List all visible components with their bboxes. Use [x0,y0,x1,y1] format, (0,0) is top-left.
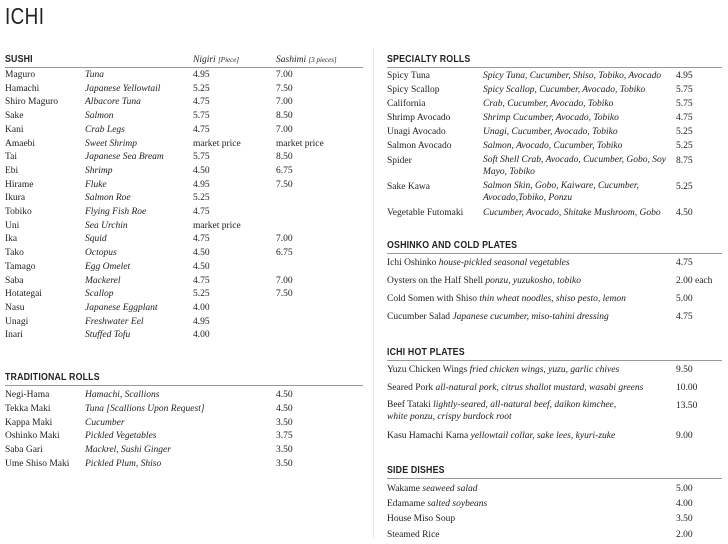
nigiri-price: 5.25 [193,193,210,204]
item-description: Unagi, Cucumber, Avocado, Tobiko [483,127,618,137]
sushi-row [5,110,363,123]
roll-row [5,444,363,457]
hot-rule [387,360,722,361]
sashimi-price: 8.50 [276,111,293,122]
specialty-heading: SPECIALTY ROLLS [387,54,471,65]
nigiri-price: 4.50 [193,165,210,176]
item-description: Tuna [Scallions Upon Request] [85,403,205,414]
item-description: Salmon Roe [85,193,131,204]
oshinko-row [387,293,722,306]
item-description: Cucumber, Avocado, Shitake Mushroom, Gobo [483,208,661,218]
item-price: 4.50 [676,208,693,218]
traditional-heading: TRADITIONAL ROLLS [5,372,100,383]
item-name: Tako [5,248,24,259]
item-name: Kani [5,124,24,135]
item-name: Maguro [5,70,36,80]
item-description: Salmon Skin, Gobo, Kaiware, Cucumber, Avocado,Tobiko, Ponzu [483,181,639,203]
item-price: 4.75 [676,113,693,123]
item-name: Salmon Avocado [387,141,452,151]
item-name: Unagi Avocado [387,127,446,137]
specialty-row [387,181,722,203]
specialty-row [387,207,722,220]
item-name: Unagi [5,316,29,327]
item-name: House Miso Soup [387,514,456,524]
roll-row [5,458,363,471]
item-description: Egg Omelet [85,261,131,272]
item-name: Spider [387,156,412,166]
oshinko-heading: OSHINKO AND COLD PLATES [387,240,518,251]
sushi-row [5,329,363,342]
specialty-row [387,140,722,153]
sushi-row [5,220,363,233]
sashimi-price: 7.00 [276,97,293,108]
item-name: Uni [5,220,20,231]
specialty-rule [387,67,722,68]
nigiri-price: 5.75 [193,111,210,122]
item-price: 5.25 [676,127,693,137]
item-line [387,311,609,324]
item-description: Sweet Shrimp [85,138,137,149]
item-name: Saba Gari [5,445,43,456]
item-name: Kasu Hamachi Kama [387,431,469,441]
item-line [387,257,570,270]
item-name: Shrimp Avocado [387,113,451,123]
item-description: fried chicken wings, yuzu, garlic chives [469,365,620,375]
item-line [387,382,643,395]
item-description: all-natural pork, citrus shallot mustard, wasabi greens [435,383,644,393]
item-price: 2.00 each [676,276,713,286]
sushi-row [5,69,363,82]
sushi-row [5,96,363,109]
specialty-row [387,98,722,111]
sashimi-price: 6.75 [276,248,293,259]
sushi-row [5,124,363,137]
side-row [387,498,722,511]
sushi-row [5,138,363,151]
item-name: Inari [5,330,23,341]
item-name: Hamachi [5,83,40,94]
item-description: Soft Shell Crab, Avocado, Cucumber, Gobo, Soy Mayo, Tobiko [483,155,666,177]
oshinko-rule [387,253,722,254]
item-line [387,483,478,496]
item-name: Wakame [387,484,420,494]
item-description: Stuffed Tofu [85,330,131,341]
item-price: 4.00 [676,499,693,509]
item-name: Tai [5,152,17,163]
item-name: Yuzu Chicken Wings [387,365,468,375]
item-description: lightly-seared, all-natural beef, daikon kimchee, white ponzu, crispy burdock root [387,400,617,422]
item-description: Japanese cucumber, miso-tahini dressing [452,312,609,322]
item-price: 5.00 [676,484,693,494]
item-description: yellowtail collar, sake lees, kyuri-zuke [470,431,616,441]
item-description: seaweed salad [422,484,478,494]
hot-heading: ICHI HOT PLATES [387,347,465,358]
item-price: 4.75 [676,258,693,268]
item-name: Amaebi [5,138,36,149]
sushi-row [5,261,363,274]
menu-title: ICHI [5,3,45,29]
item-name: Ebi [5,165,19,176]
item-description: Mackerel [85,275,121,286]
item-name: Ikura [5,193,26,204]
item-name: Oshinko Maki [5,431,60,442]
item-price: 2.00 [676,530,693,540]
item-description: ponzu, yuzukosho, tobiko [485,276,581,286]
side-row [387,513,722,526]
column-divider [373,48,374,538]
item-description: Shrimp Cucumber, Avocado, Tobiko [483,113,619,123]
item-name: Spicy Tuna [387,71,431,81]
sushi-rule [5,67,363,68]
item-price: 5.75 [676,85,693,95]
nigiri-price: 4.75 [193,207,210,217]
nigiri-header: Nigiri [Piece] [193,55,240,65]
sashimi-price: 7.00 [276,124,293,135]
item-name: Steamed Rice [387,530,440,540]
item-description: Fluke [85,179,107,190]
item-line [387,364,619,377]
sashimi-price: 6.75 [276,165,293,176]
item-name: Tekka Maki [5,403,51,414]
item-description: Shrimp [85,165,113,176]
sushi-row [5,165,363,178]
item-name: Spicy Scallop [387,85,440,95]
item-name: Cucumber Salad [387,312,451,322]
item-description: Spicy Scallop, Cucumber, Avocado, Tobiko [483,85,646,95]
sushi-row [5,275,363,288]
side-rule [387,478,722,479]
item-line [387,430,615,443]
item-name: Seared Pork [387,383,434,393]
item-name: Hirame [5,179,34,190]
hot-row [387,430,722,443]
side-row [387,483,722,496]
item-description: Flying Fish Roe [85,207,147,217]
nigiri-price: 4.75 [193,234,210,245]
sashimi-price: 7.00 [276,70,293,80]
item-price: 4.50 [276,390,293,400]
item-description: Crab Legs [85,124,125,135]
item-name: Kappa Maki [5,417,53,428]
sashimi-header: Sashimi [3 pieces] [276,55,337,65]
item-price: 5.75 [676,99,693,109]
specialty-row [387,84,722,97]
item-price: 9.50 [676,365,693,375]
item-price: 5.25 [676,182,693,192]
item-description: Freshwater Eel [85,316,144,327]
sushi-row [5,316,363,329]
item-line [387,400,637,423]
sashimi-price: 7.50 [276,289,293,300]
item-name: Tamago [5,261,36,272]
sashimi-price: 7.50 [276,83,293,94]
item-line [387,293,626,306]
item-description: Cucumber [85,417,125,428]
item-description: salted soybeans [427,499,488,509]
item-price: 3.75 [276,431,293,442]
sashimi-price: 8.50 [276,152,293,163]
item-name: Ume Shiso Maki [5,459,70,469]
item-description: Hamachi, Scallions [85,390,160,400]
sashimi-price: 7.50 [276,179,293,190]
traditional-rule [5,385,363,386]
item-description: Tuna [85,70,105,80]
sashimi-price: 7.00 [276,275,293,286]
item-description: Pickled Vegetables [85,431,157,442]
nigiri-price: 4.95 [193,70,210,80]
sushi-row [5,247,363,260]
roll-row [5,389,363,402]
item-name: Ika [5,234,18,245]
roll-row [5,430,363,443]
item-price: 5.25 [676,141,693,151]
sushi-row [5,151,363,164]
specialty-row [387,155,722,177]
item-name: Tobiko [5,207,32,217]
nigiri-price: 4.75 [193,97,210,108]
item-name: Beef Tataki [387,400,431,410]
nigiri-price: 4.00 [193,302,210,313]
item-line [387,275,581,288]
sashimi-price: 7.00 [276,234,293,245]
item-name: Edamame [387,499,425,509]
oshinko-row [387,311,722,324]
item-price: 4.75 [676,312,693,322]
item-description: Scallop [85,289,114,300]
nigiri-price: 4.50 [193,248,210,259]
nigiri-price: 5.25 [193,83,210,94]
item-description: Sea Urchin [85,220,128,231]
item-name: California [387,99,426,109]
nigiri-price: 4.75 [193,275,210,286]
side-row [387,529,722,542]
sushi-heading: SUSHI [5,54,33,65]
nigiri-price: 4.00 [193,330,210,341]
sushi-row [5,179,363,192]
item-name: Saba [5,275,24,286]
nigiri-price: market price [193,220,241,231]
specialty-row [387,70,722,83]
sushi-row [5,288,363,301]
item-description: Crab, Cucumber, Avocado, Tobiko [483,99,614,109]
item-price: 3.50 [676,514,693,524]
item-price: 5.00 [676,294,693,304]
roll-row [5,417,363,430]
item-name: Sake Kawa [387,182,430,192]
item-description: Mackrel, Sushi Ginger [85,445,171,456]
item-description: Salmon, Avocado, Cucumber, Tobiko [483,141,623,151]
specialty-row [387,126,722,139]
sushi-row [5,192,363,205]
item-name: Negi-Hama [5,390,50,400]
item-price: 10.00 [676,383,698,393]
item-name: Oysters on the Half Shell [387,276,484,286]
item-description: Japanese Yellowtail [85,83,161,94]
item-description: Albacore Tuna [85,97,141,108]
item-price: 9.00 [676,431,693,441]
nigiri-price: market price [193,138,241,149]
item-line [387,529,440,542]
item-description: Squid [85,234,107,245]
oshinko-row [387,257,722,270]
hot-row [387,400,722,422]
sushi-row [5,233,363,246]
item-line [387,498,487,511]
hot-row [387,364,722,377]
item-price: 3.50 [276,459,293,469]
sushi-row [5,206,363,219]
nigiri-price: 5.75 [193,152,210,163]
item-description: Pickled Plum, Shiso [85,459,162,469]
item-price: 3.50 [276,445,293,456]
sushi-row [5,302,363,315]
item-description: house-pickled seasonal vegetables [438,258,570,268]
item-description: Salmon [85,111,114,122]
hot-row [387,382,722,395]
item-name: Nasu [5,302,25,313]
specialty-row [387,112,722,125]
item-price: 4.95 [676,71,693,81]
item-name: Sake [5,111,24,122]
item-line [387,513,455,526]
item-description: Japanese Sea Bream [85,152,164,163]
sashimi-price: market price [276,138,324,149]
side-heading: SIDE DISHES [387,465,445,476]
nigiri-price: 4.50 [193,261,210,272]
roll-row [5,403,363,416]
oshinko-row [387,275,722,288]
item-price: 8.75 [676,156,693,166]
nigiri-price: 4.75 [193,124,210,135]
nigiri-price: 5.25 [193,289,210,300]
item-price: 3.50 [276,417,293,428]
nigiri-price: 4.95 [193,316,210,327]
item-description: Japanese Eggplant [85,302,158,313]
item-name: Ichi Oshinko [387,258,437,268]
item-price: 13.50 [676,401,698,411]
item-price: 4.50 [276,403,293,414]
item-name: Cold Somen with Shiso [387,294,477,304]
nigiri-price: 4.95 [193,179,210,190]
item-name: Hotategai [5,289,42,300]
item-name: Vegetable Futomaki [387,208,464,218]
item-description: thin wheat noodles, shiso pesto, lemon [479,294,626,304]
sushi-row [5,83,363,96]
item-description: Octopus [85,248,117,259]
sushi-column-headers [193,54,363,67]
item-name: Shiro Maguro [5,97,59,108]
item-description: Spicy Tuna, Cucumber, Shiso, Tobiko, Avocado [483,71,662,81]
